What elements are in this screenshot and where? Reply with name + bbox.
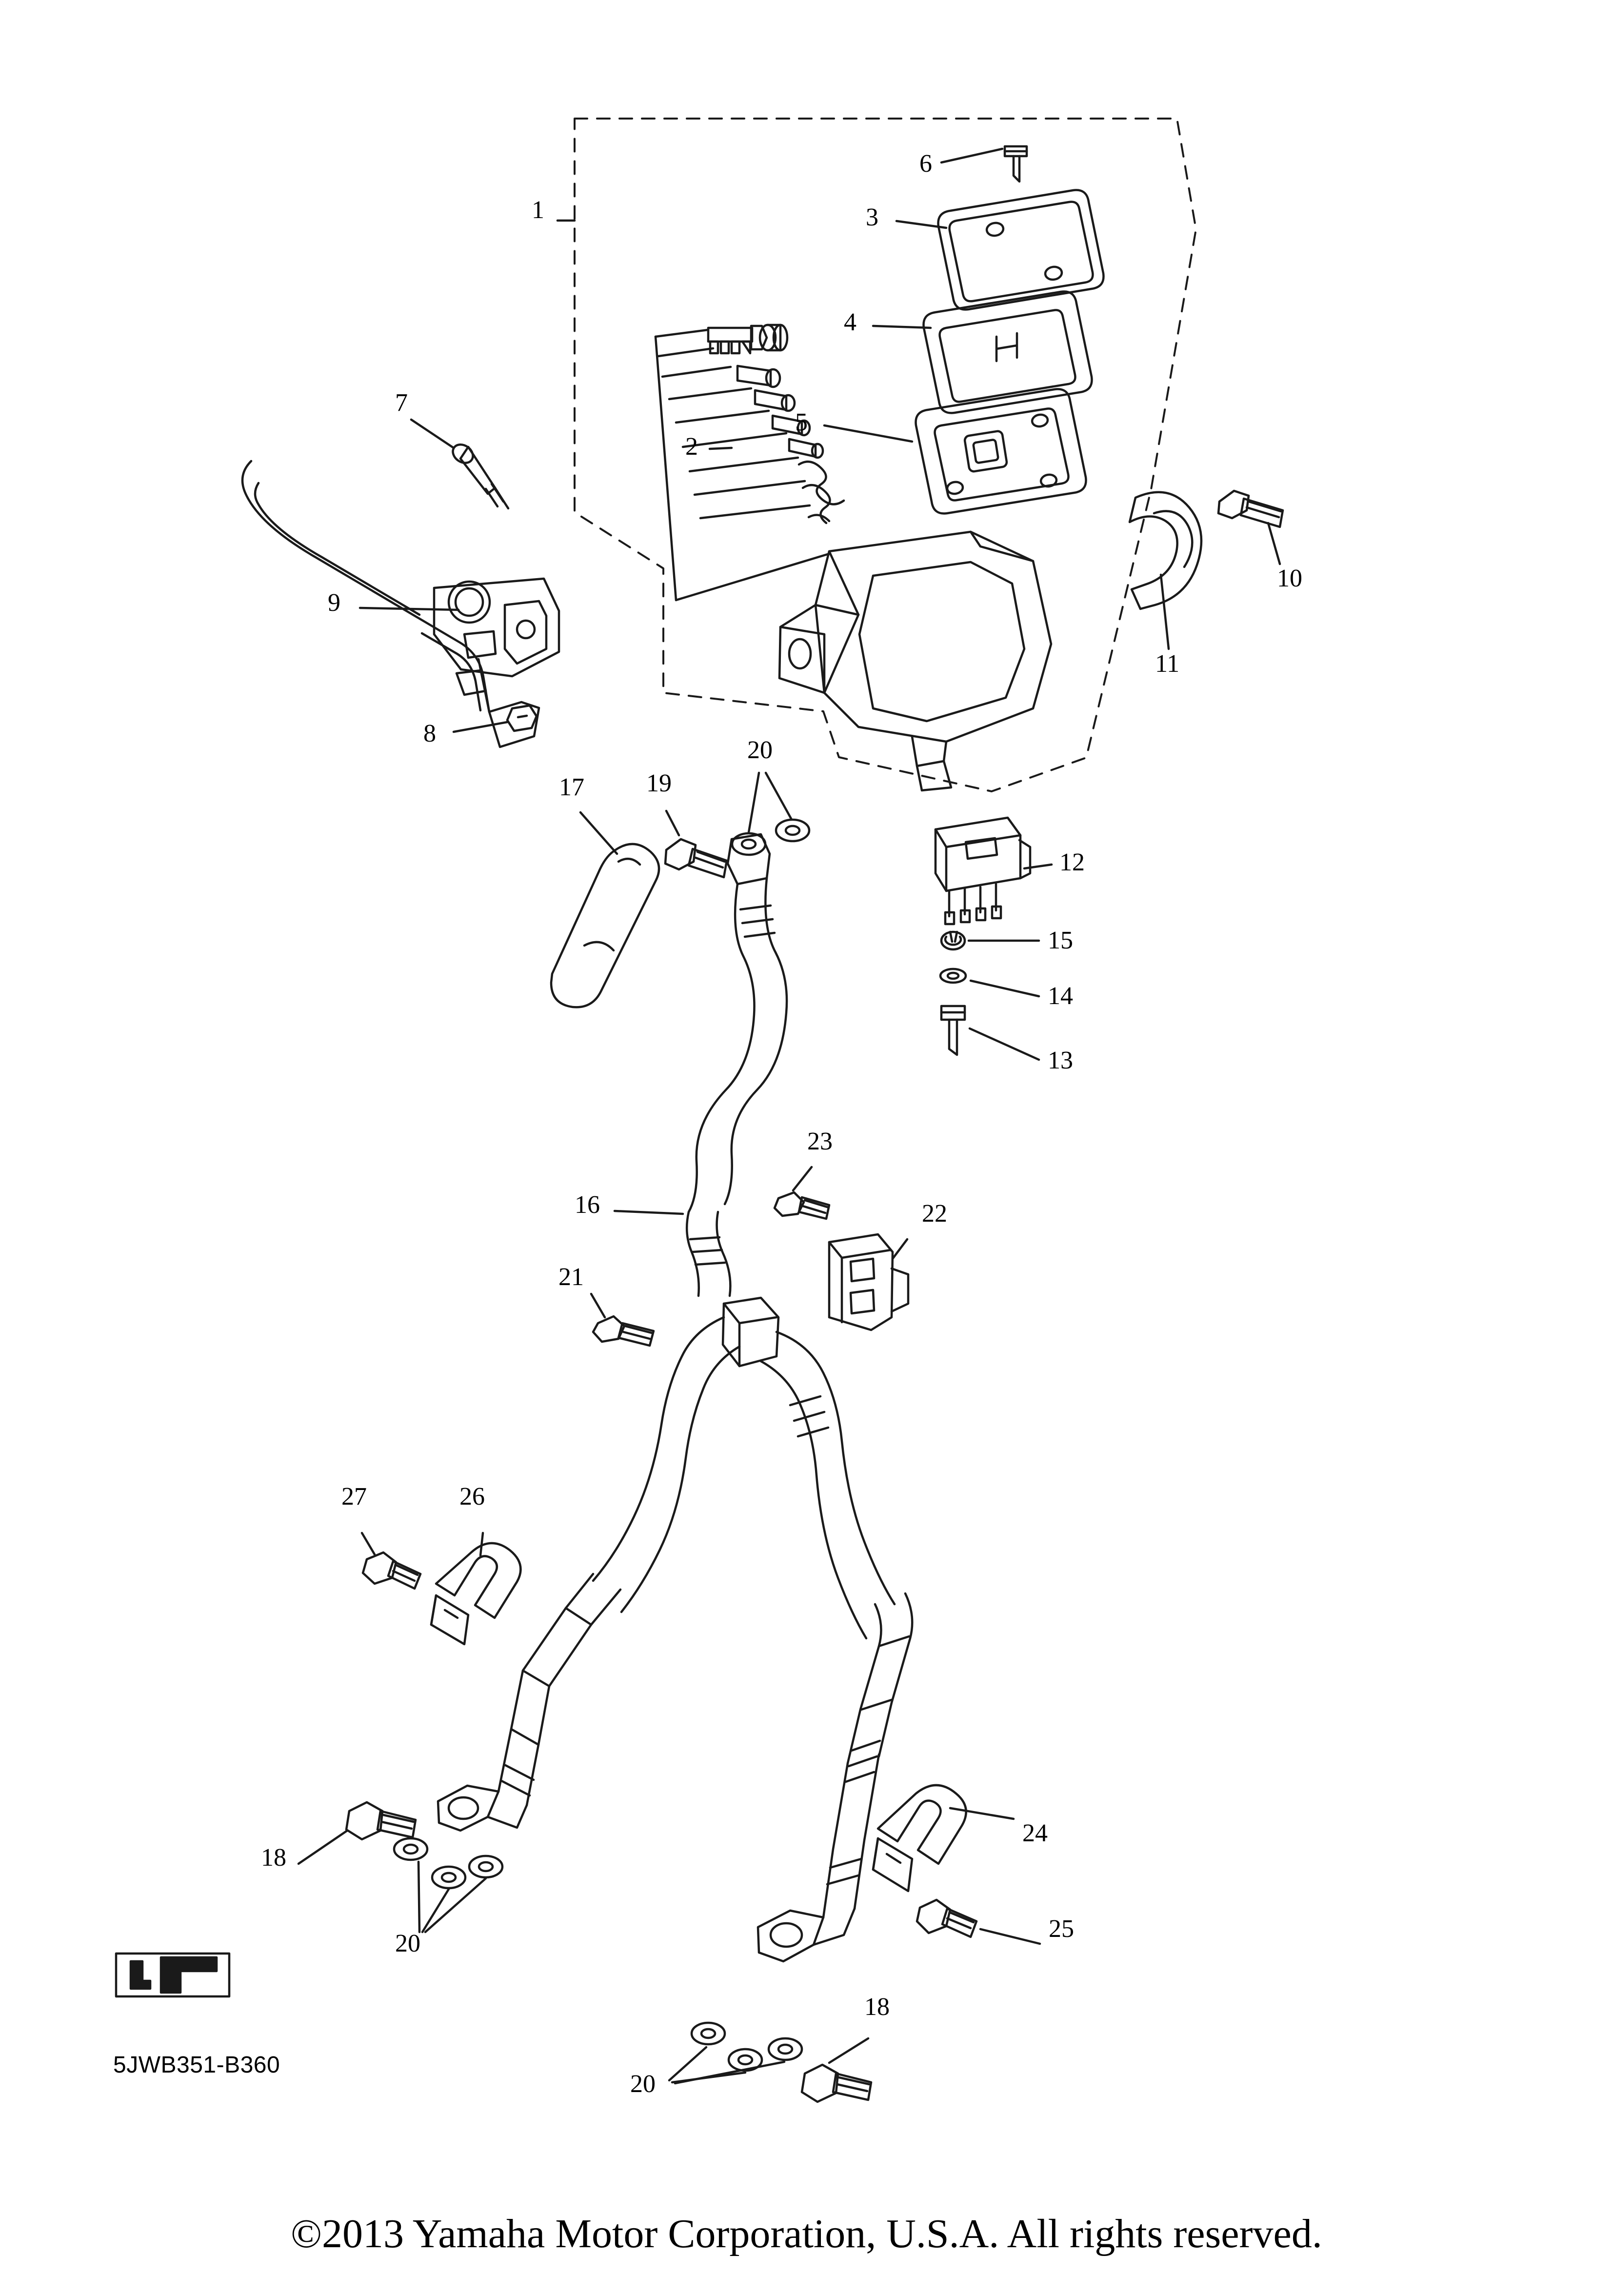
callout-13: 13 [1048,1047,1073,1074]
callout-20-bottom: 20 [630,2070,656,2098]
part-code-label: 5JWB351-B360 [113,2052,280,2078]
callout-8: 8 [423,720,436,747]
callout-27: 27 [341,1483,367,1511]
callout-7: 7 [395,389,408,417]
callout-4: 4 [844,308,856,336]
callout-26: 26 [459,1483,485,1511]
callout-11: 11 [1155,650,1180,678]
callout-21: 21 [558,1263,584,1291]
callout-20-left: 20 [395,1930,420,1957]
callout-2: 2 [685,433,698,461]
callout-24: 24 [1022,1819,1048,1847]
callout-25: 25 [1049,1915,1074,1943]
callout-3: 3 [866,203,878,231]
callout-10: 10 [1277,564,1302,592]
callout-22: 22 [922,1200,947,1228]
callout-9: 9 [328,589,340,617]
callout-15: 15 [1048,926,1073,954]
callout-17: 17 [559,773,584,801]
callout-12: 12 [1059,848,1085,876]
callout-19: 19 [646,769,672,797]
callout-18-left: 18 [261,1844,286,1872]
callout-5: 5 [795,408,808,436]
callout-14: 14 [1048,982,1073,1010]
callout-20-top: 20 [747,736,773,764]
copyright-notice: ©2013 Yamaha Motor Corporation, U.S.A. All rights reserved. [291,2211,1322,2256]
callout-18-bottom: 18 [864,1993,890,2021]
callout-16: 16 [575,1191,600,1219]
callout-1: 1 [532,196,544,224]
callout-23: 23 [807,1128,833,1155]
callout-6: 6 [919,150,932,178]
